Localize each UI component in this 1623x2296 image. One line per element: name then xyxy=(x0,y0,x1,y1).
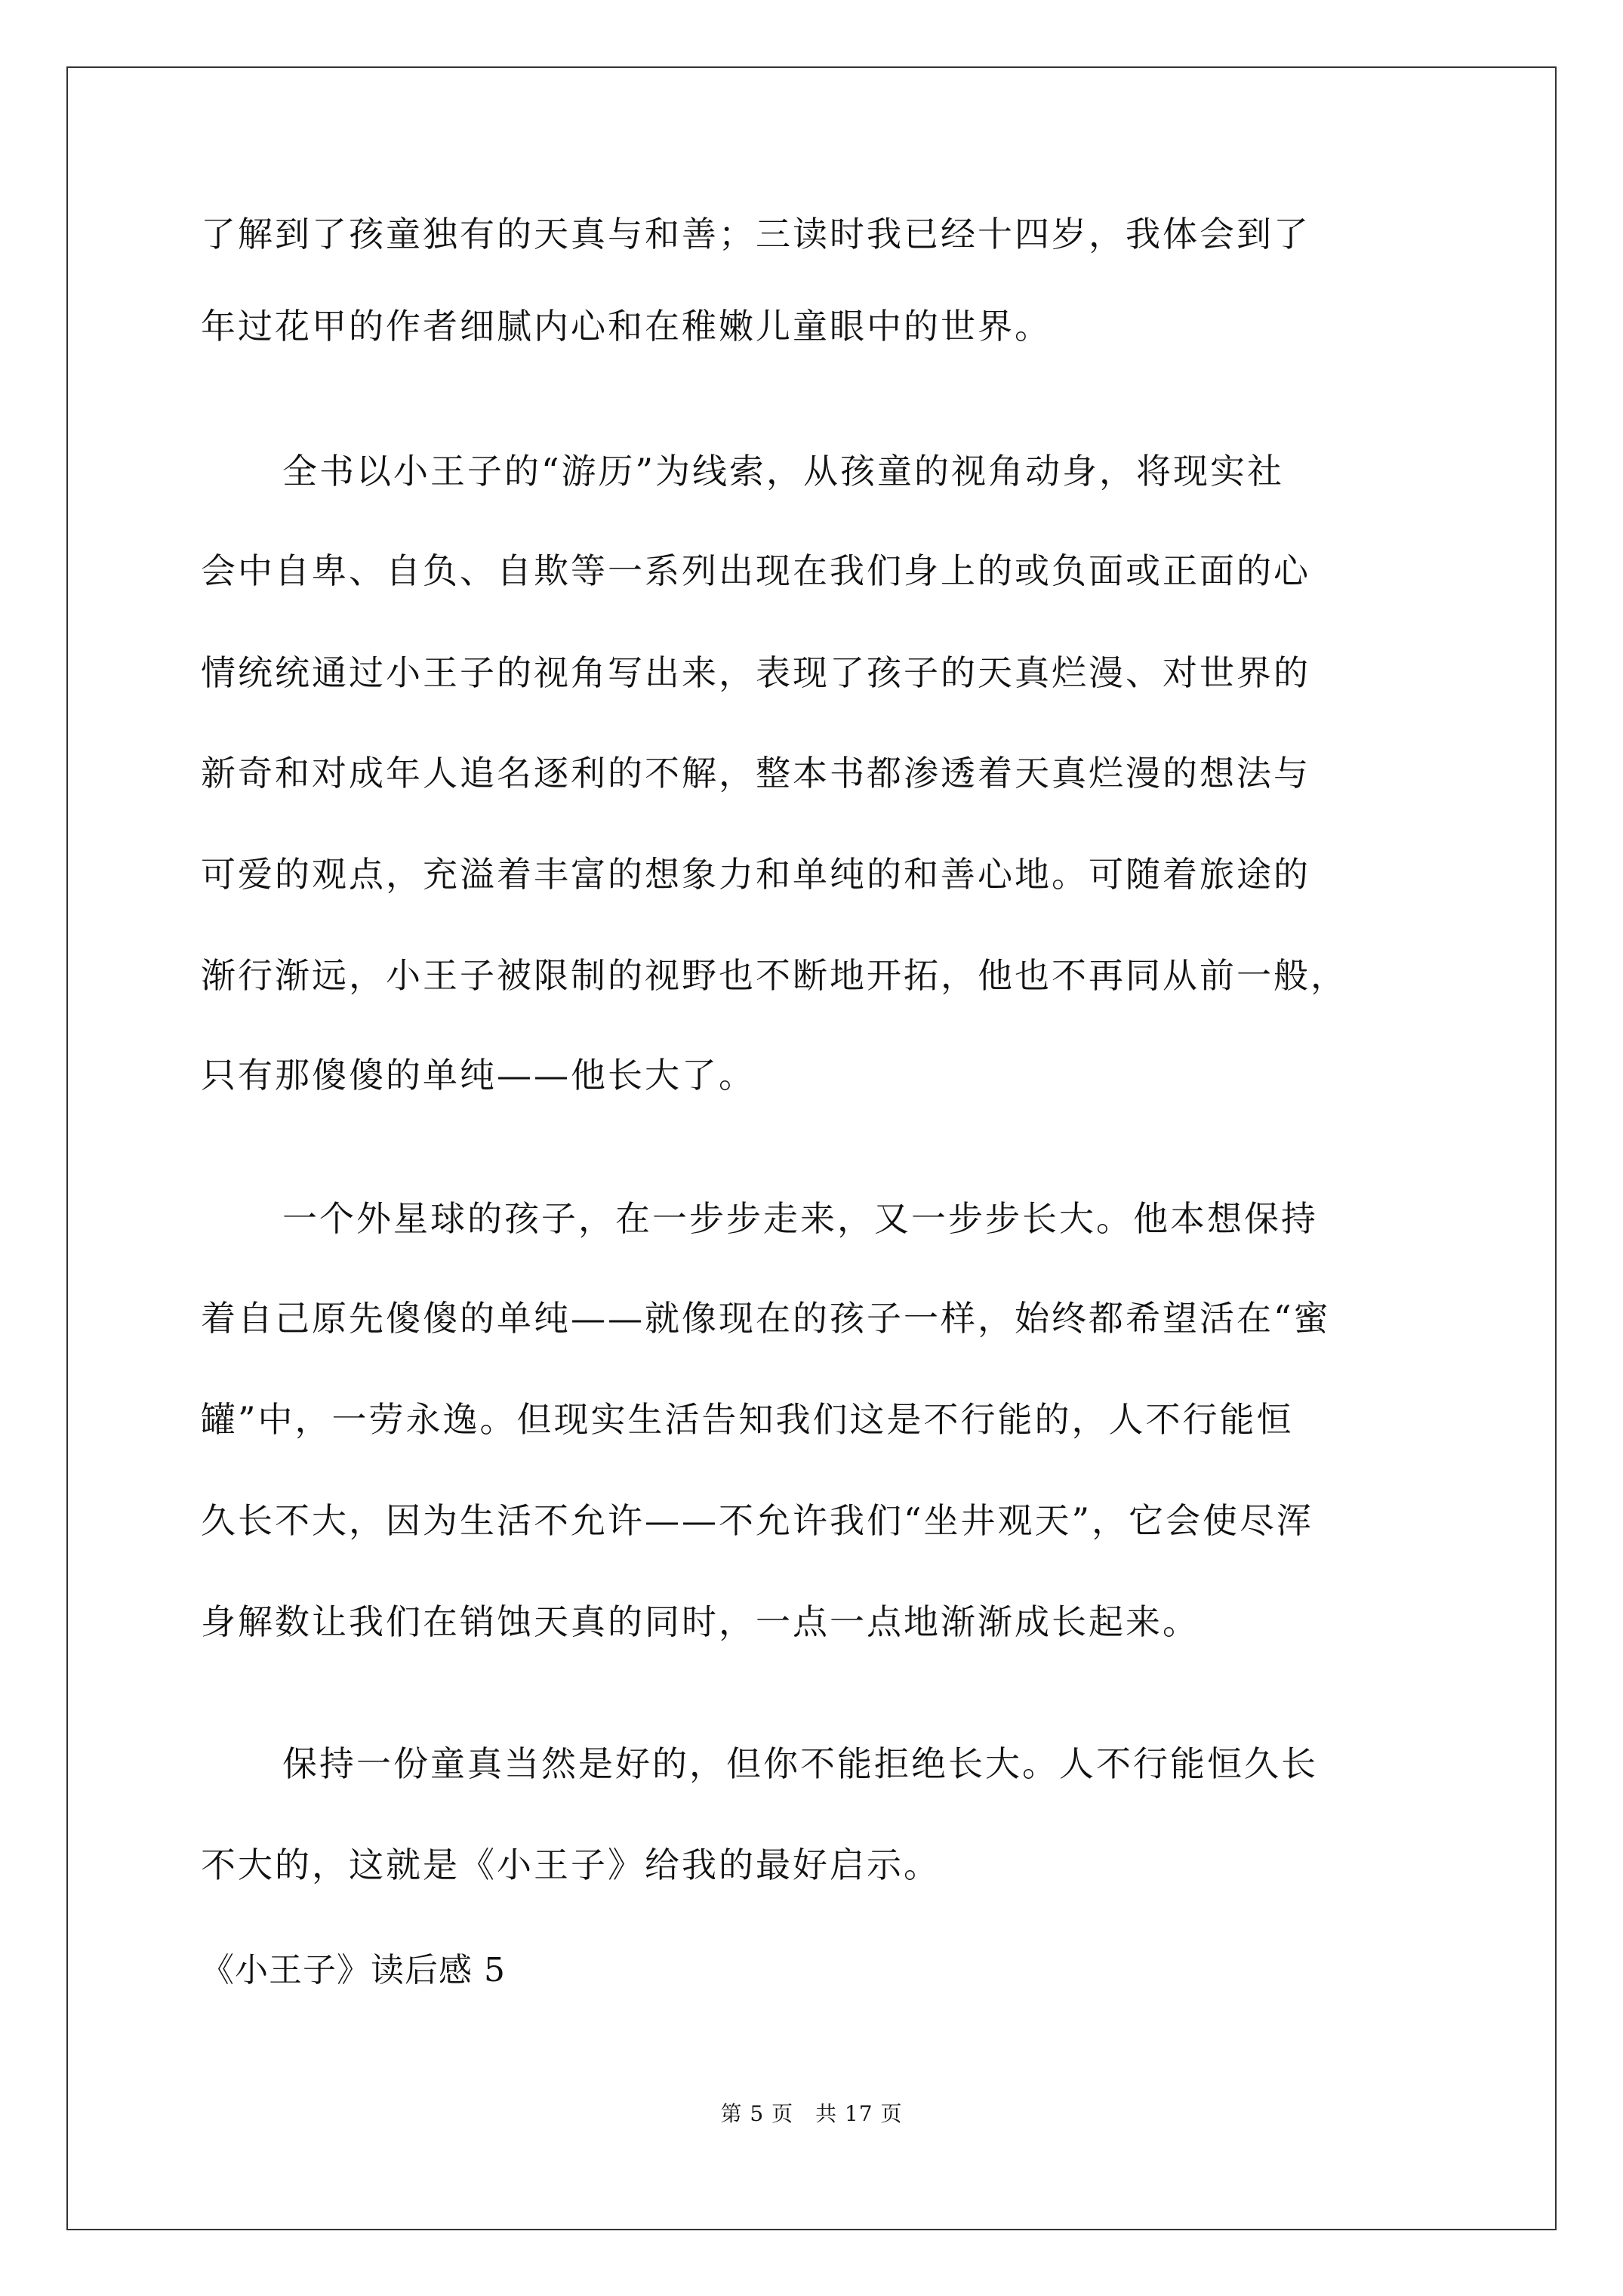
body-line: 会中自卑、自负、自欺等一系列出现在我们身上的或负面或正面的心 xyxy=(201,550,1310,591)
body-line: 罐”中，一劳永逸。但现实生活告知我们这是不行能的，人不行能恒 xyxy=(201,1399,1294,1440)
body-line: 着自己原先傻傻的单纯——就像现在的孩子一样，始终都希望活在“蜜 xyxy=(201,1298,1331,1339)
body-line: 只有那傻傻的单纯——他长大了。 xyxy=(201,1055,756,1096)
paragraph-first-line: 一个外星球的孩子，在一步步走来，又一步步长大。他本想保持 xyxy=(282,1198,1318,1239)
section-heading: 《小王子》读后感 5 xyxy=(201,1951,506,1989)
page-border xyxy=(66,66,1557,2230)
body-line: 久长不大，因为生活不允许——不允许我们“坐井观天”，它会使尽浑 xyxy=(201,1500,1314,1541)
body-line: 渐行渐远，小王子被限制的视野也不断地开拓，他也不再同从前一般， xyxy=(201,955,1347,996)
body-line: 了解到了孩童独有的天真与和善；三读时我已经十四岁，我体会到了 xyxy=(201,214,1310,254)
paragraph-first-line: 保持一份童真当然是好的，但你不能拒绝长大。人不行能恒久长 xyxy=(282,1743,1318,1784)
body-line: 情统统通过小王子的视角写出来，表现了孩子的天真烂漫、对世界的 xyxy=(201,652,1310,693)
body-line: 新奇和对成年人追名逐利的不解，整本书都渗透着天真烂漫的想法与 xyxy=(201,753,1310,794)
body-line: 不大的，这就是《小王子》给我的最好启示。 xyxy=(201,1845,941,1885)
body-line: 可爱的观点，充溢着丰富的想象力和单纯的和善心地。可随着旅途的 xyxy=(201,854,1310,895)
page-number-footer: 第 5 页 共 17 页 xyxy=(720,2101,903,2126)
body-line: 年过花甲的作者细腻内心和在稚嫩儿童眼中的世界。 xyxy=(201,306,1052,347)
paragraph-first-line: 全书以小王子的“游历”为线索，从孩童的视角动身，将现实社 xyxy=(282,451,1285,492)
body-line: 身解数让我们在销蚀天真的同时，一点一点地渐渐成长起来。 xyxy=(201,1601,1200,1642)
